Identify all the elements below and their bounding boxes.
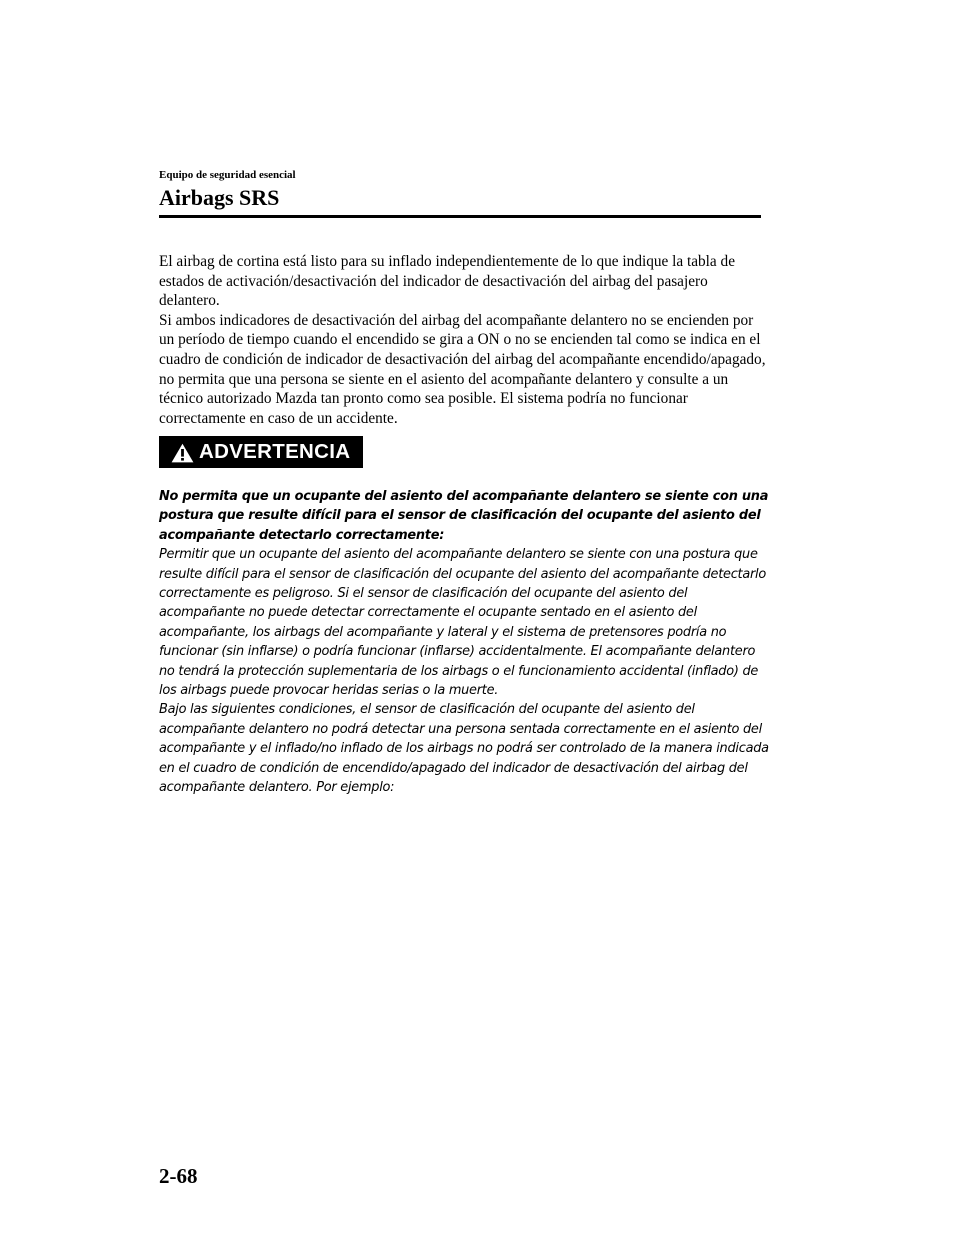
warning-label: ADVERTENCIA <box>199 440 351 463</box>
page-header <box>159 168 761 212</box>
warning-content <box>159 487 769 798</box>
warning-badge <box>159 436 363 468</box>
header-divider <box>159 215 761 218</box>
body-paragraph: Si ambos indicadores de desactivación del airbag del acompañante delantero no se encienden por un período de tiempo cuando el encendido se gira a ON o no se encienden tal como se indica en el cuadro de condición de indicador de desactivación del airbag del acompañante encendido/apagado, no permita que una persona se siente en el asiento del acompañante delantero y consulte a un técnico autorizado Mazda tan pronto como sea posible. El sistema podría no funcionar correctamente en caso de un accidente. <box>159 311 766 427</box>
warning-paragraph: Bajo las siguientes condiciones, el sensor de clasificación del ocupante del asiento del acompañante delantero no podrá detectar una persona sentada correctamente en el asiento del acompañante y el inflado/no inflado de los airbags no podrá ser controlado de la manera indicada en el cuadro de condición de encendido/apagado del indicador de desactivación del airbag del acompañante delantero. Por ejemplo: <box>159 702 769 796</box>
warning-paragraph: Permitir que un ocupante del asiento del acompañante delantero se siente con una postura que resulte difícil para el sensor de clasificación del ocupante del asiento del acompañante detectarlo correctamente es peligroso. Si el sensor de clasificación del ocupante del asiento del acompañante no puede detectar correctamente el ocupante sentado en el asiento del acompañante, los airbags del acompañante y lateral y el sistema de pretensores podría no funcionar (sin inflarse) o podría funcionar (inflarse) accidentalmente. El acompañante delantero no tendrá la protección suplementaria de los airbags o el funcionamiento accidental (inflado) de los airbags puede provocar heridas serias o la muerte. <box>159 547 767 699</box>
page-title: Airbags SRS <box>159 185 280 210</box>
body-paragraph: El airbag de cortina está listo para su inflado independientemente de lo que indique la tabla de estados de activación/desactivación del indicador de desactivación del airbag del pasajero delantero. <box>159 253 735 310</box>
warning-lead: No permita que un ocupante del asiento del acompañante delantero se siente con una postura que resulte difícil para el sensor de clasificación del ocupante del asiento del acompañante detectarlo correctamente: <box>159 489 769 543</box>
section-label: Equipo de seguridad esencial <box>159 169 296 181</box>
warning-triangle-icon <box>171 443 194 463</box>
body-content <box>159 252 769 428</box>
page-number: 2-68 <box>159 1164 198 1188</box>
